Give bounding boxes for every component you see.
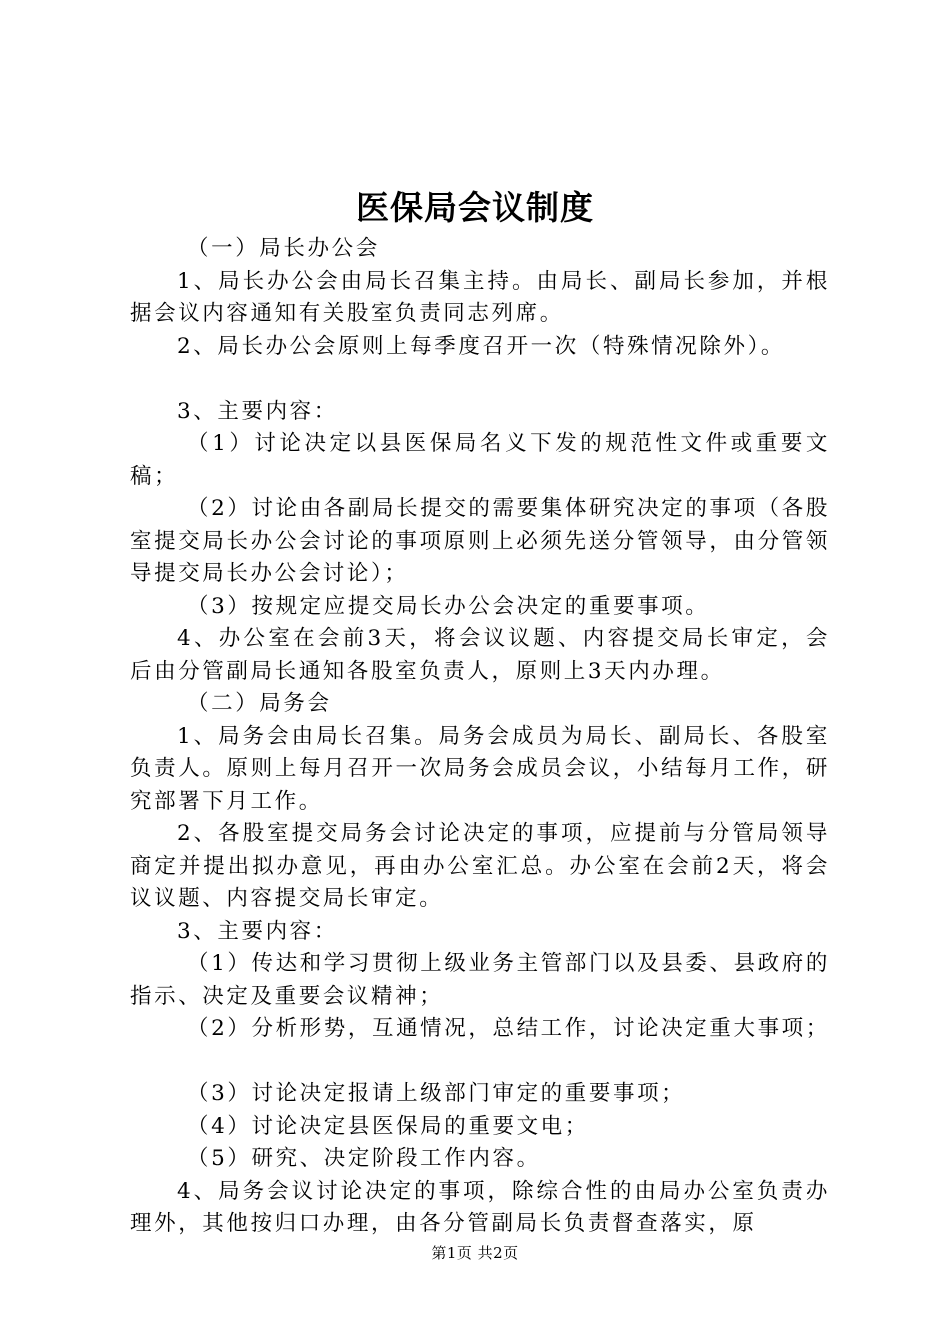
paragraph: 1、局务会由局长召集。局务会成员为局长、副局长、各股室负责人。原则上每月召开一次局务会成员会议，小结每月工作，研究部署下月工作。 <box>130 723 830 814</box>
paragraph: 2、各股室提交局务会讨论决定的事项，应提前与分管局领导商定并提出拟办意见，再由办公室汇总。办公室在会前2天，将会议议题、内容提交局长审定。 <box>130 821 830 911</box>
list-item: （1）讨论决定以县医保局名义下发的规范性文件或重要文稿； <box>130 431 830 489</box>
blank-line <box>130 363 830 396</box>
list-item: （3）讨论决定报请上级部门审定的重要事项； <box>187 1081 686 1106</box>
page-footer: 第1页 共2页 <box>431 1244 519 1262</box>
list-item: （4）讨论决定县医保局的重要文电； <box>187 1113 589 1139</box>
paragraph: 4、局务会议讨论决定的事项，除综合性的由局办公室负责办理外，其他按归口办理，由各分管副局长负责督查落实，原 <box>130 1178 830 1236</box>
list-item: （2）讨论由各副局长提交的需要集体研究决定的事项（各股室提交局长办公会讨论的事项原则上必须先送分管领导，由分管领导提交局长办公会讨论）； <box>130 496 830 586</box>
section-heading: （一）局长办公会 <box>187 236 380 261</box>
list-item: （1）传达和学习贯彻上级业务主管部门以及县委、县政府的指示、决定及重要会议精神； <box>130 951 830 1009</box>
paragraph: 4、办公室在会前3天，将会议议题、内容提交局长审定，会后由分管副局长通知各股室负责人，原则上3天内办理。 <box>130 626 830 684</box>
section-heading: （二）局务会 <box>187 691 332 716</box>
paragraph: 1、局长办公会由局长召集主持。由局长、副局长参加，并根据会议内容通知有关股室负责同志列席。 <box>130 268 830 326</box>
paragraph: 2、局长办公会原则上每季度召开一次（特殊情况除外）。 <box>177 333 786 359</box>
blank-line <box>130 1046 830 1079</box>
list-item: （2）分析形势，互通情况，总结工作，讨论决定重大事项； <box>187 1016 830 1041</box>
list-item: （3）按规定应提交局长办公会决定的重要事项。 <box>187 593 710 619</box>
list-item: （5）研究、决定阶段工作内容。 <box>187 1146 541 1171</box>
paragraph: 3、主要内容： <box>177 398 338 424</box>
document-body <box>130 233 830 1241</box>
document-title: 医保局会议制度 <box>356 188 594 227</box>
paragraph: 3、主要内容： <box>177 918 338 944</box>
